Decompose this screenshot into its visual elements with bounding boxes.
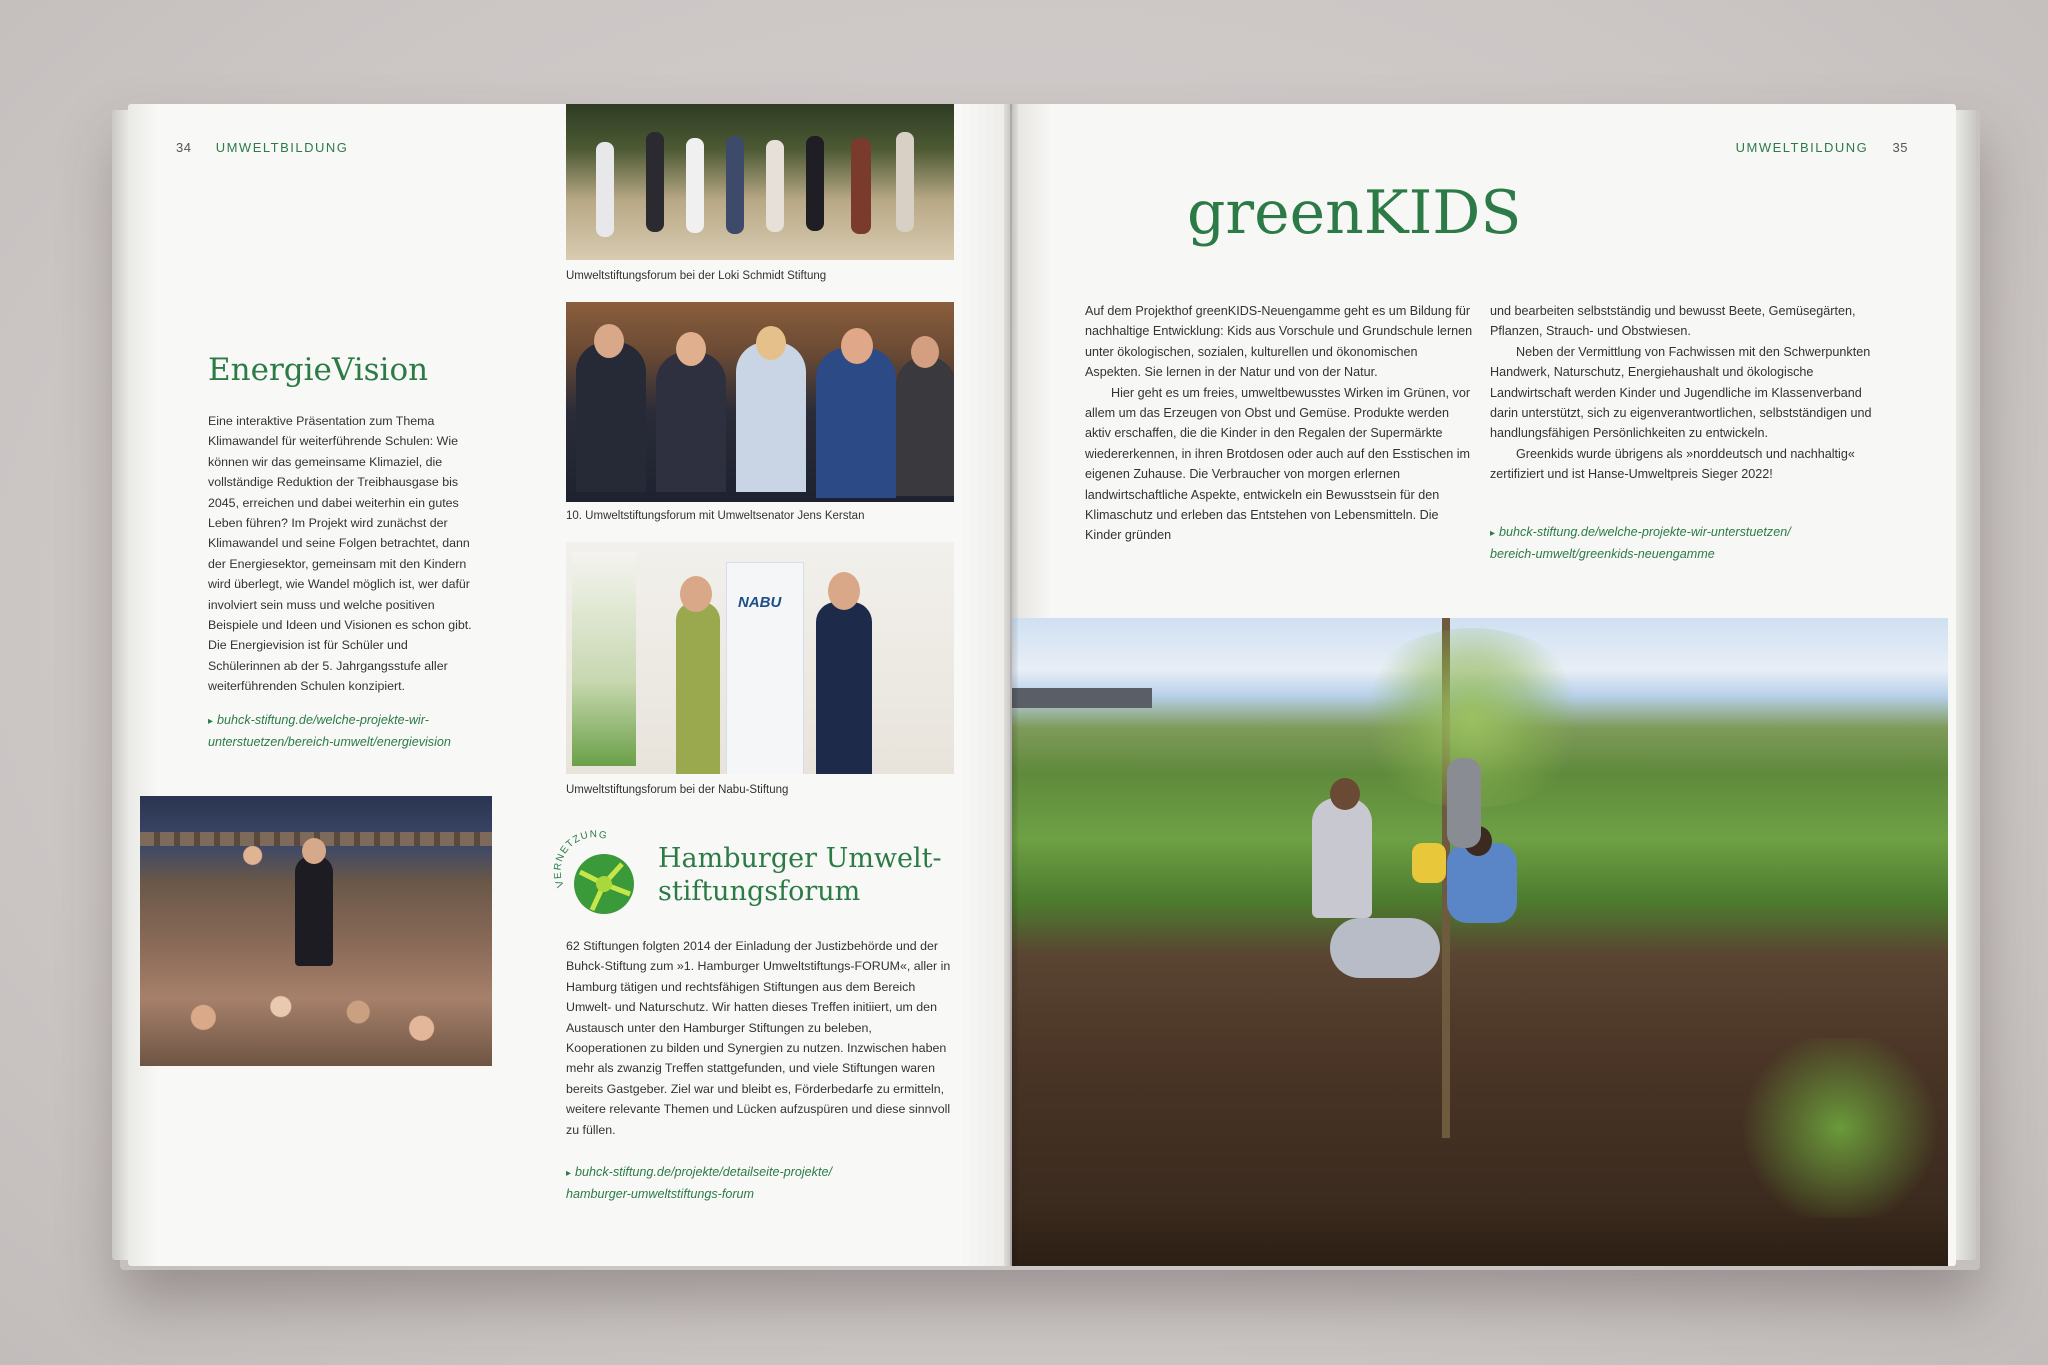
link-arrow-icon: ▸ (208, 716, 214, 727)
left-running-header (176, 140, 348, 155)
right-running-header (1736, 140, 1908, 155)
energievision-text: Eine interaktive Präsentation zum Thema Klimawandel für weiterführende Schulen: Wie können wir das gemeinsame Klimaziel, die vollständige Reduktion der Treibhausgase bis 2045, erreichen und dabei weiterhin ein gutes Leben führen? Im Projekt wird zunächst der Klimawandel und seine Folgen betrachtet, dann der Energiesektor, gemeinsam mit den Kindern wird überlegt, wie Wandel möglich ist, wer dafür involviert sein muss und welche positiven Beispiele und Ideen und Visionen es schon gibt. Die Energievision ist für Schüler und Schülerinnen ab der 5. Jahrgangsstufe aller weiterführenden Schulen konzipiert. (208, 414, 472, 694)
caption-photo-2: 10. Umweltstiftungsforum mit Umweltsenator Jens Kerstan (566, 510, 865, 522)
vernetzung-badge (552, 828, 642, 918)
caption-photo-1: Umweltstiftungsforum bei der Loki Schmidt Stiftung (566, 270, 827, 282)
page-stack-right (1954, 110, 1976, 1260)
greenkids-link[interactable]: ▸ buhck-stiftung.de/welche-projekte-wir-unterstuetzen/ bereich-umwelt/greenkids-neuengamme (1490, 525, 1791, 562)
caption-photo-3: Umweltstiftungsforum bei der Nabu-Stiftung (566, 784, 789, 796)
link-arrow-icon: ▸ (1490, 528, 1496, 539)
forum-text: 62 Stiftungen folgten 2014 der Einladung der Justizbehörde und der Buhck-Stiftung zum »1. Hamburger Umweltstiftungs-FORUM«, aller in Hamburg tätigen und rechtsfähigen Stiftungen aus dem Bereich Umwelt- und Naturschutz. Wir hatten dieses Treffen initiiert, um den Austausch unter den Hamburger Stiftungen zu beleben, Kooperationen zu bilden und Synergien zu nutzen. Inzwischen haben mehr als zwanzig Treffen stattgefunden, und viele Stiftungen waren bereits Gastgeber. Ziel war und bleibt es, Förderbedarfe zu ermitteln, weitere relevante Themen und Lücken aufzuspüren und diese sinnvoll zu füllen. (566, 939, 951, 1137)
nabu-banner-logo: NABU (738, 594, 782, 611)
left-page (128, 104, 1010, 1266)
page-number-left: 34 (176, 140, 192, 155)
section-label-right: UMWELTBILDUNG (1735, 140, 1869, 155)
greenkids-text-col1: Auf dem Projekthof greenKIDS-Neuengamme geht es um Bildung für nachhaltige Entwicklung: Kids aus Vorschule und Grundschule lernen unter ökologischen, sozialen, kulturellen und ökonomischen Aspekten. Sie lernen in der Natur und von der Natur. Hier geht es um freies, umweltbewusstes Wirken im Grünen, vor allem um das Erzeugen von Obst und Gemüse. Produkte werden aktiv erschaffen, die die Kinder in den Regalen der Supermärkte wiedererkennen, in ihren Brotdosen oder auch auf den Esstischen im eigenen Zuhause. Die Verbraucher von morgen erlernen landwirtschaftliche Aspekte, entwickeln ein Bewusstsein für den Klimaschutz und erleben das Entstehen von Lebensmitteln. Die Kinder gründen (1085, 304, 1473, 543)
photo-loki-schmidt-group (566, 104, 954, 260)
right-page (1012, 104, 1956, 1266)
vernetzung-label: VERNETZUNG (552, 829, 609, 889)
book-gutter (1004, 104, 1018, 1266)
photo-nabu-stiftung (566, 542, 954, 774)
greenkids-title: greenKIDS (1187, 178, 1522, 248)
page-number-right: 35 (1892, 140, 1908, 155)
forum-link[interactable]: ▸ buhck-stiftung.de/projekte/detailseite-projekte/ hamburger-umweltstiftungs-forum (566, 1165, 832, 1202)
section-label-left: UMWELTBILDUNG (215, 140, 349, 155)
energievision-title: EnergieVision (208, 352, 429, 388)
photo-auditorium-students (140, 796, 492, 1066)
link-arrow-icon: ▸ (566, 1168, 572, 1179)
globe-network-icon (552, 828, 642, 918)
greenkids-text-col2: und bearbeiten selbstständig und bewusst Beete, Gemüsegärten, Pflanzen, Strauch- und Obstwiesen. Neben der Vermittlung von Fachwissen mit den Schwerpunkten Handwerk, Naturschutz, Energiehaushalt und ökologische Landwirtschaft werden Kinder und Jugendliche im Klassenverband darin unterstützt, sich zu eigenverantwortlichen, selbstständigen und handlungsfähigen Persönlichkeiten zu entwickeln. Greenkids wurde übrigens als »norddeutsch und nachhaltig« zertifiziert und ist Hanse-Umweltpreis Sieger 2022! (1490, 304, 1872, 482)
energievision-link[interactable]: ▸ buhck-stiftung.de/welche-projekte-wir- unterstuetzen/bereich-umwelt/energievision (208, 713, 451, 750)
photo-umweltsenator-audience (566, 302, 954, 502)
forum-title: Hamburger Umwelt- stiftungsforum (658, 843, 942, 907)
photo-greenkids-garden (1012, 618, 1948, 1266)
